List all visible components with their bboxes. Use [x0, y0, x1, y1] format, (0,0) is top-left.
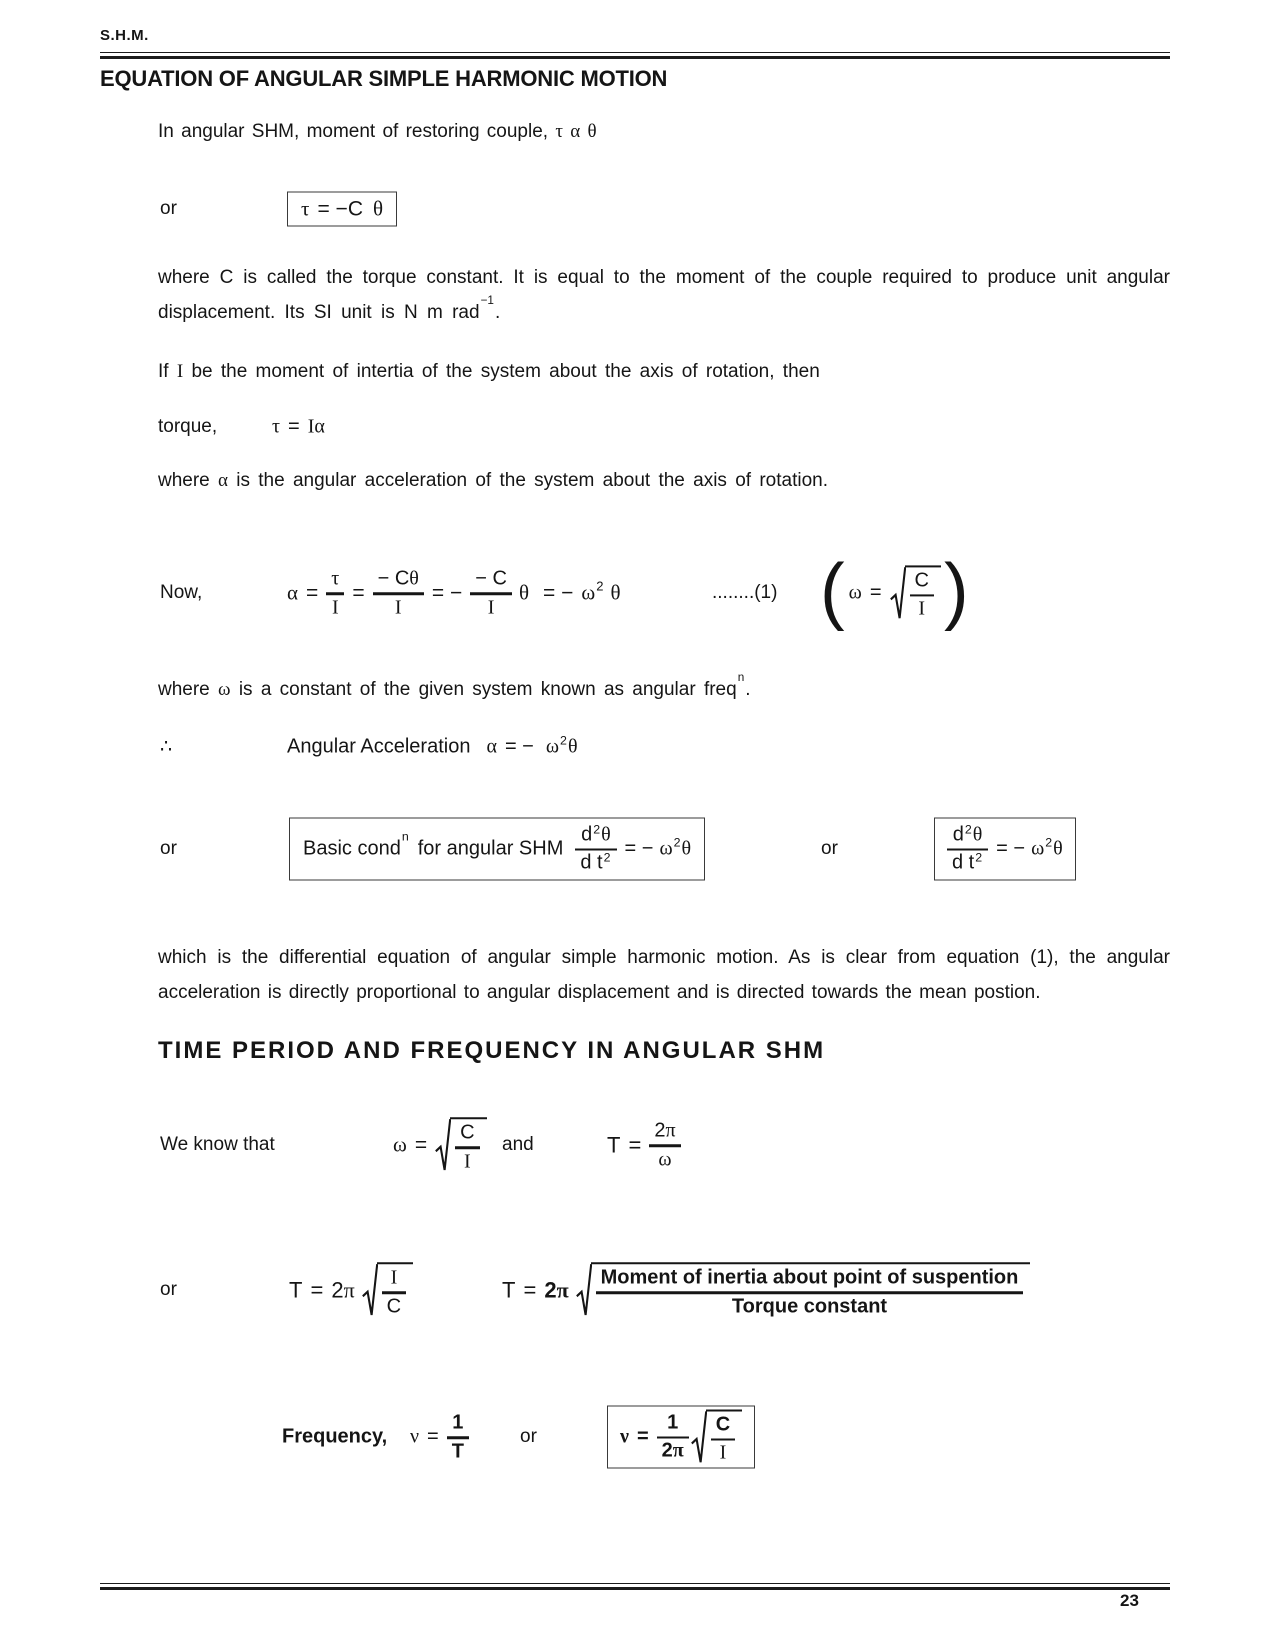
omega-symbol: ω [218, 679, 231, 700]
equals-minus-sign: = − [504, 735, 534, 758]
omega-definition [820, 548, 969, 632]
or-label: or [160, 1279, 177, 1300]
and-label: and [502, 1134, 534, 1155]
square-root [691, 1409, 742, 1465]
equals-minus-sign: = − [996, 837, 1026, 860]
torque-equation-box-wrap [287, 192, 397, 227]
tau-symbol: τ [272, 415, 281, 438]
number: 2 [661, 1439, 673, 1462]
diff-equation-box: d $^2$ θ d t $^2$ = − ω $^2$ θ [934, 818, 1076, 881]
pi-symbol: π [556, 1277, 569, 1302]
row-equation-1 [0, 548, 1275, 633]
denominator: I [463, 1149, 471, 1172]
inertia-symbol: I [307, 415, 315, 438]
nu-symbol: ν [410, 1425, 420, 1448]
denominator: I [918, 597, 926, 620]
square-root [576, 1262, 1031, 1318]
paragraph-torque-constant-line1: where C is called the torque constant. It is equal to the moment of the couple required to produce unit angular [158, 267, 1170, 288]
intro-line [158, 121, 597, 143]
text: If [158, 361, 169, 382]
text: d t [580, 851, 603, 874]
fraction-C-over-I [711, 1414, 735, 1464]
text: d [952, 823, 964, 846]
row-frequency [0, 1400, 1275, 1474]
alpha-symbol: α [218, 470, 228, 491]
footer-rule [100, 1583, 1170, 1590]
radical-icon [362, 1263, 378, 1317]
theta-symbol: θ [567, 735, 578, 758]
numerator: I [390, 1266, 398, 1289]
square-root [362, 1262, 413, 1318]
paragraph-differential-line2: acceleration is directly proportional to angular displacement and is directed towards the mean postion. [158, 982, 1041, 1003]
equals-sign: = [523, 1277, 537, 1302]
numerator: C [715, 1413, 731, 1436]
text: 2 [654, 1119, 666, 1142]
text: . [745, 679, 751, 700]
diff-equation-box-wrap [934, 818, 1076, 881]
radicand [591, 1262, 1031, 1318]
denominator: I [394, 595, 402, 618]
paragraph-differential-line1: which is the differential equation of angular simple harmonic motion. As is clear from equation (1), the angular [158, 947, 1170, 968]
text: be the moment of intertia of the system about the axis of rotation, then [191, 361, 820, 382]
fraction-1-over-2pi [657, 1412, 689, 1462]
numerator: Moment of inertia about point of suspention [600, 1266, 1019, 1289]
denominator: I [331, 595, 339, 618]
T-symbol: T [502, 1277, 516, 1302]
or-label: or [821, 838, 838, 859]
nu-symbol: ν [620, 1425, 629, 1448]
inertia-symbol: I [176, 361, 184, 382]
denominator: Torque constant [731, 1294, 888, 1317]
fraction-inertia-over-torque [596, 1267, 1024, 1317]
theta-symbol: θ [372, 196, 384, 221]
text: Basic cond [303, 837, 401, 860]
period-equation [607, 1120, 681, 1170]
equals-sign: = [306, 581, 319, 604]
text: is a constant of the given system known as angular freq [238, 679, 737, 700]
frequency-equation [410, 1412, 469, 1462]
text: d t [952, 851, 975, 874]
superscript: −1 [480, 294, 494, 308]
omega-symbol: ω [393, 1132, 407, 1157]
denominator: d t $^2$ [952, 850, 983, 874]
label: Angular Acceleration [287, 735, 471, 758]
superscript: n [401, 829, 409, 844]
numerator: 1 [452, 1411, 464, 1434]
theta-symbol: θ [610, 580, 621, 605]
alpha-symbol: α [314, 415, 325, 438]
radical-icon [890, 566, 906, 620]
T-symbol: T [289, 1277, 303, 1302]
numerator: − C [475, 567, 507, 590]
denominator: I [487, 595, 495, 618]
omega-symbol: ω [659, 837, 673, 860]
fraction-d2theta-dt2 [575, 824, 616, 874]
angular-acceleration-equation: Angular Acceleration α = − ω $^2$ θ [287, 733, 578, 758]
omega-symbol: ω [848, 581, 862, 604]
denominator: I [719, 1441, 727, 1464]
numerator [649, 1120, 680, 1144]
equals-minus-sign: = − [543, 581, 574, 604]
denominator: T [451, 1439, 464, 1462]
equals-minus-sign: = − [624, 837, 654, 860]
tau-symbol: τ [301, 196, 310, 221]
number: 2 [331, 1277, 344, 1302]
torque-equation [272, 416, 325, 439]
denominator: d t $^2$ [580, 850, 611, 874]
numerator [373, 568, 424, 592]
equals-sign: = [310, 1277, 324, 1302]
row-basic-condition [0, 817, 1275, 881]
equation-text: = −C [317, 197, 363, 220]
denominator: C [386, 1294, 402, 1317]
torque-label: torque, [158, 416, 218, 437]
text: is the angular acceleration of the system about the axis of rotation. [236, 470, 828, 491]
or-label: or [520, 1426, 537, 1447]
equals-sign: = [414, 1133, 428, 1156]
fraction-I-over-C [382, 1267, 406, 1317]
period-formula-verbal [502, 1262, 1030, 1318]
or-label: or [160, 198, 177, 219]
pi-symbol: π [665, 1119, 676, 1142]
alpha-symbol: α [486, 735, 497, 758]
theta-symbol: θ [972, 823, 983, 846]
header-rule [100, 52, 1170, 59]
row-time-period [0, 1248, 1275, 1332]
torque-equation-box [287, 192, 397, 227]
equals-minus-sign: = − [431, 581, 463, 604]
fraction-d2theta-dt2 [947, 824, 988, 874]
T-symbol: T [607, 1132, 621, 1157]
text: d [581, 823, 593, 846]
therefore-symbol: ∴ [160, 736, 173, 758]
numerator: τ [331, 567, 340, 590]
number: 2 [544, 1277, 557, 1302]
alpha-symbol: α [287, 580, 299, 605]
frequency-box-wrap [607, 1406, 755, 1469]
radical-icon [435, 1118, 451, 1172]
basic-condition-box-wrap [289, 818, 705, 881]
open-paren: ( [820, 548, 845, 632]
text: where [158, 679, 210, 700]
alpha-equation: α = $\frac{\tau}{I}$ = − C θ I = − $\frac{- C}{I}$ θ = − ω $^2$ θ [287, 567, 621, 618]
radicand [706, 1409, 742, 1465]
numerator: C [914, 569, 929, 592]
line-where-omega [158, 671, 751, 701]
now-label: Now, [160, 582, 203, 603]
pi-symbol: π [672, 1439, 684, 1462]
theta-symbol: θ [681, 837, 692, 860]
page-title: EQUATION OF ANGULAR SIMPLE HARMONIC MOTION [100, 66, 668, 91]
numerator: C [460, 1121, 475, 1144]
paragraph-torque-constant-line2 [158, 294, 1170, 324]
page-number: 23 [1120, 1591, 1139, 1610]
theta-symbol: θ [601, 823, 611, 846]
frequency-label: Frequency, [282, 1425, 388, 1448]
radical-icon [691, 1410, 707, 1464]
line-moment-of-inertia [158, 361, 820, 383]
theta-symbol: θ [1053, 837, 1063, 860]
omega-symbol: ω [545, 735, 560, 758]
equation-number: ........(1) [712, 582, 778, 603]
square-root [890, 565, 941, 621]
basic-condition-box: Basic cond$^n$for angular SHM d $^2$ θ d t $^2$ = − ω $^2$ θ [289, 818, 705, 881]
theta-symbol: θ [409, 567, 419, 590]
numerator: d $^2$ θ [581, 822, 611, 846]
square-root [435, 1117, 486, 1173]
tau-symbol: τ [555, 121, 563, 142]
row-torque-box [0, 188, 1275, 230]
fraction-tau-over-I [326, 568, 344, 618]
radical-icon [576, 1263, 592, 1317]
intro-text: In angular SHM, moment of restoring couple, [158, 121, 549, 142]
equals-sign: = [869, 581, 882, 604]
omega-equation [393, 1117, 487, 1173]
text: for angular SHM [417, 837, 564, 860]
radicand [377, 1262, 413, 1318]
equals-sign: = [628, 1132, 642, 1157]
fraction-1-over-T [447, 1412, 469, 1462]
radicand [450, 1117, 486, 1173]
alpha-symbol: α [570, 121, 581, 142]
numerator: d $^2$ θ [952, 822, 983, 846]
pi-symbol: π [343, 1277, 355, 1302]
box-label [303, 829, 564, 861]
row-torque-equation [0, 412, 1275, 442]
fraction-C-over-I [455, 1122, 479, 1172]
fraction-2pi-over-omega [649, 1120, 680, 1170]
text: displacement. Its SI unit is N m rad [158, 302, 480, 323]
or-label: or [160, 838, 177, 859]
we-know-label: We know that [160, 1134, 275, 1155]
omega-symbol: ω [658, 1147, 672, 1170]
section-heading-time-period: TIME PERIOD AND FREQUENCY IN ANGULAR SHM [158, 1037, 826, 1064]
row-angular-acceleration [0, 730, 1275, 764]
equals-sign: = [288, 415, 300, 438]
text: − C [377, 567, 410, 590]
theta-symbol: θ [518, 580, 529, 605]
text: where [158, 470, 210, 491]
fraction-C-over-I [910, 570, 934, 620]
equals-sign: = [352, 581, 365, 604]
denominator [657, 1439, 689, 1462]
row-we-know [0, 1105, 1275, 1185]
fraction-C-over-I [470, 568, 512, 618]
radicand [905, 565, 941, 621]
numerator: 1 [667, 1411, 679, 1434]
fraction-Ctheta-over-I [373, 568, 424, 618]
frequency-box [607, 1406, 755, 1469]
superscript: n [737, 671, 745, 685]
line-where-alpha [158, 470, 828, 492]
omega-symbol: ω [1031, 837, 1045, 860]
page-header-label: S.H.M. [100, 27, 149, 44]
omega-symbol: ω [581, 580, 596, 605]
equals-sign: = [427, 1425, 439, 1448]
period-formula [289, 1262, 413, 1318]
equals-sign: = [636, 1425, 649, 1448]
theta-symbol: θ [587, 121, 597, 142]
text: . [494, 302, 501, 323]
close-paren: ) [943, 548, 969, 632]
